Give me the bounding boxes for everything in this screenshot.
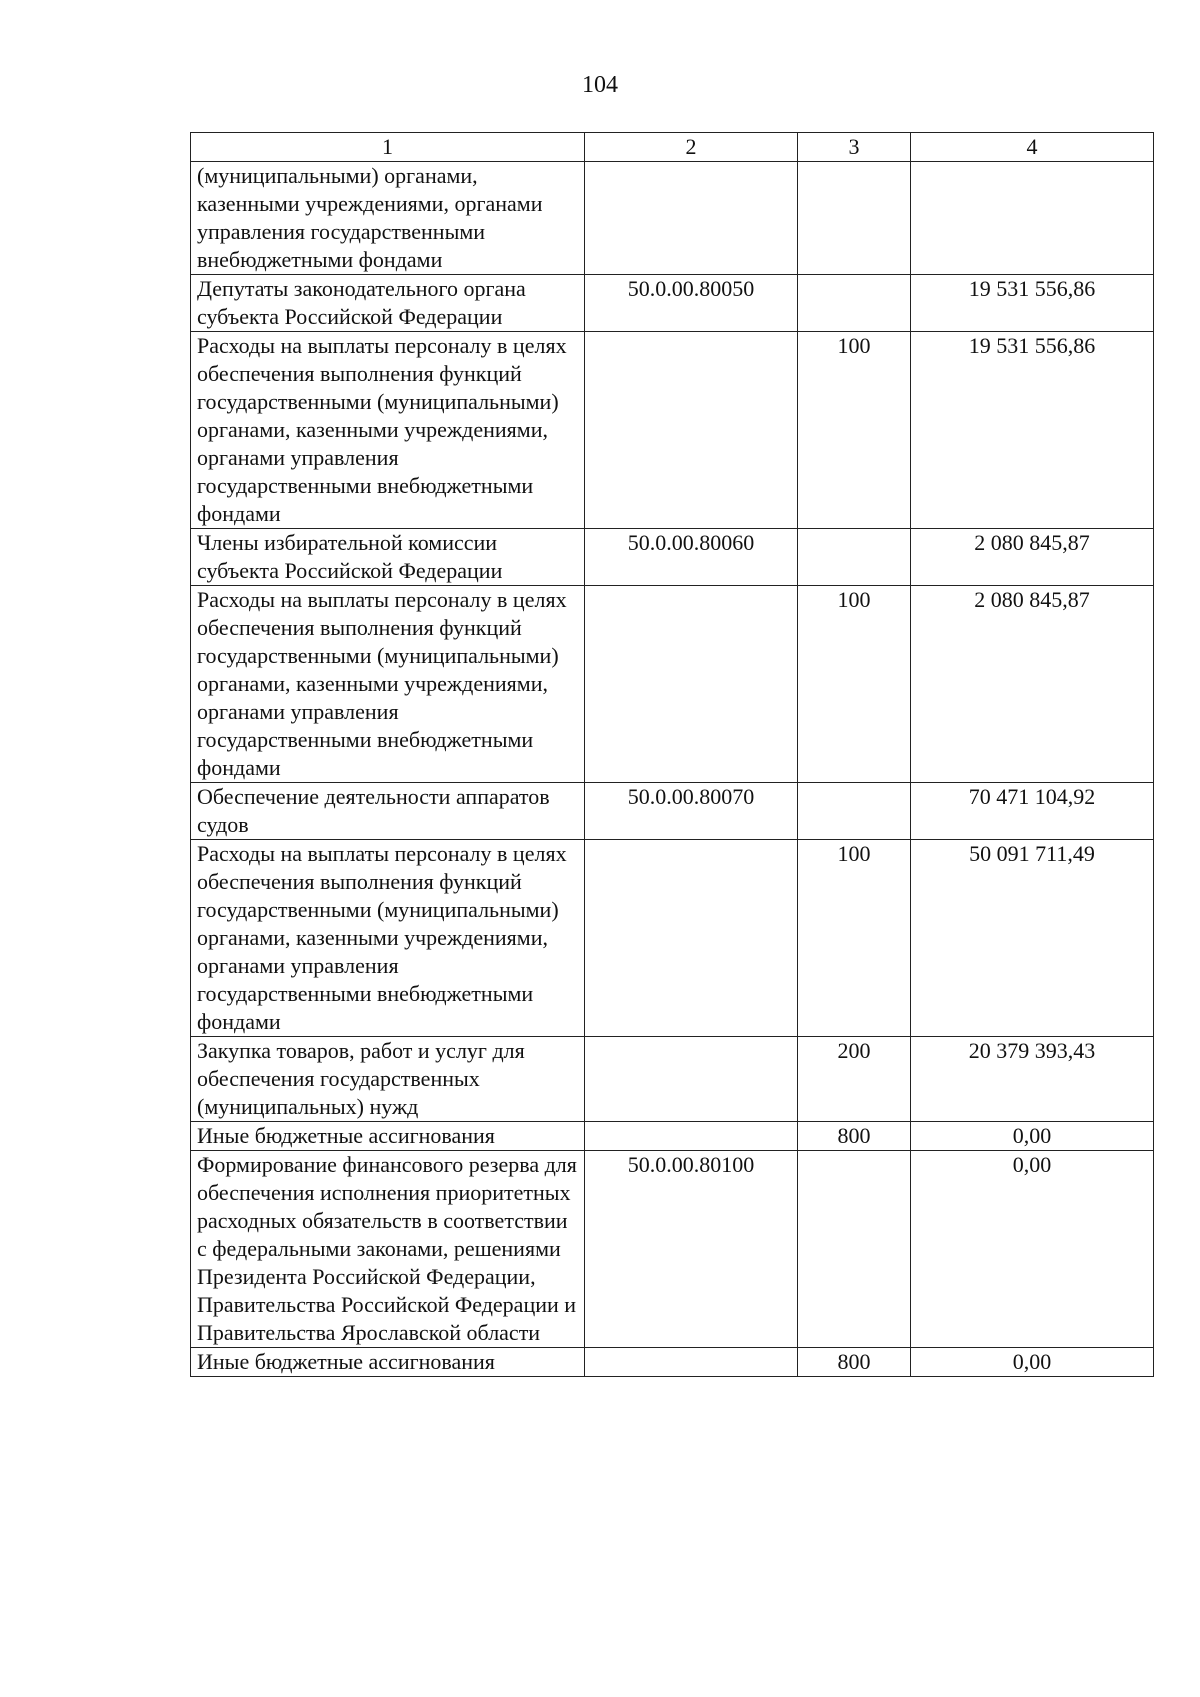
row-expense-type: 100 [798,586,911,783]
row-expense-type [798,275,911,332]
table-row [191,783,1154,840]
table-row [191,162,1154,275]
table-row [191,586,1154,783]
row-code: 50.0.00.80100 [585,1151,798,1348]
row-code: 50.0.00.80050 [585,275,798,332]
row-amount: 0,00 [911,1122,1154,1151]
table-row [191,332,1154,529]
row-name: Закупка товаров, работ и услуг для обеспечения государственных (муниципальных) нужд [191,1037,585,1122]
row-code [585,586,798,783]
row-amount: 70 471 104,92 [911,783,1154,840]
row-amount: 0,00 [911,1348,1154,1377]
table-row [191,1348,1154,1377]
row-expense-type: 200 [798,1037,911,1122]
row-name: Расходы на выплаты персоналу в целях обеспечения выполнения функций государственными (муниципальными) органами, казенными учреждениями, органами управления государственными внебюджетными фондами [191,332,585,529]
row-code [585,1348,798,1377]
row-expense-type [798,162,911,275]
row-name: Депутаты законодательного органа субъекта Российской Федерации [191,275,585,332]
row-name: Иные бюджетные ассигнования [191,1348,585,1377]
row-name: Обеспечение деятельности аппаратов судов [191,783,585,840]
row-amount: 19 531 556,86 [911,275,1154,332]
table-row [191,1122,1154,1151]
row-amount: 2 080 845,87 [911,529,1154,586]
column-header-4: 4 [911,133,1154,162]
row-name: (муниципальными) органами, казенными учреждениями, органами управления государственными внебюджетными фондами [191,162,585,275]
row-name: Члены избирательной комиссии субъекта Российской Федерации [191,529,585,586]
column-header-2: 2 [585,133,798,162]
row-expense-type [798,1151,911,1348]
row-code [585,1037,798,1122]
row-name: Иные бюджетные ассигнования [191,1122,585,1151]
row-name: Формирование финансового резерва для обеспечения исполнения приоритетных расходных обязательств в соответствии с федеральными законами, решениями Президента Российской Федерации, Правительства Российской Федерации и Правительства Ярославской области [191,1151,585,1348]
row-expense-type: 100 [798,840,911,1037]
row-code [585,840,798,1037]
table-header-row [191,133,1154,162]
row-code: 50.0.00.80070 [585,783,798,840]
row-expense-type [798,529,911,586]
page-number: 104 [582,72,618,98]
row-expense-type [798,783,911,840]
column-header-3: 3 [798,133,911,162]
row-name: Расходы на выплаты персоналу в целях обеспечения выполнения функций государственными (муниципальными) органами, казенными учреждениями, органами управления государственными внебюджетными фондами [191,586,585,783]
table-row [191,529,1154,586]
row-expense-type: 100 [798,332,911,529]
table-row [191,1151,1154,1348]
row-amount: 50 091 711,49 [911,840,1154,1037]
row-code [585,1122,798,1151]
row-amount [911,162,1154,275]
row-code: 50.0.00.80060 [585,529,798,586]
row-amount: 2 080 845,87 [911,586,1154,783]
row-amount: 20 379 393,43 [911,1037,1154,1122]
table-row [191,1037,1154,1122]
row-amount: 19 531 556,86 [911,332,1154,529]
row-code [585,332,798,529]
row-expense-type: 800 [798,1348,911,1377]
row-name: Расходы на выплаты персоналу в целях обеспечения выполнения функций государственными (муниципальными) органами, казенными учреждениями, органами управления государственными внебюджетными фондами [191,840,585,1037]
table-row [191,275,1154,332]
row-code [585,162,798,275]
row-amount: 0,00 [911,1151,1154,1348]
row-expense-type: 800 [798,1122,911,1151]
budget-table [190,132,1154,1377]
column-header-1: 1 [191,133,585,162]
table-row [191,840,1154,1037]
